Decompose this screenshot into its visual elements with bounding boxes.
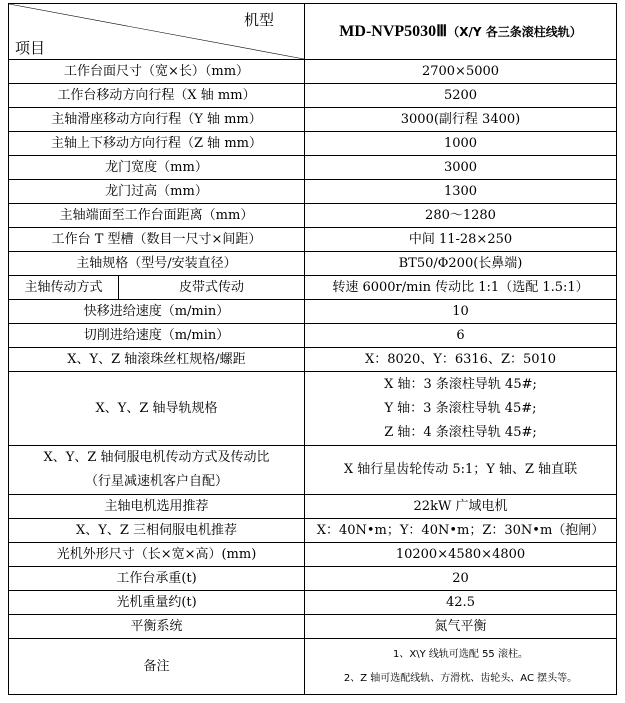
spec-label: 龙门宽度（mm） — [9, 156, 305, 180]
spec-value: BT50/Φ200(长鼻端) — [305, 252, 617, 276]
spec-label: 主轴端面至工作台面距离（mm） — [9, 204, 305, 228]
spec-value: 42.5 — [305, 591, 617, 615]
note-line: 2、Z 轴可选配线轨、方滑枕、齿轮头、AC 摆头等。 — [343, 672, 578, 684]
spec-row — [9, 543, 617, 567]
spec-row — [9, 591, 617, 615]
spec-value: 3000 — [305, 156, 617, 180]
spec-value: 转速 6000r/min 传动比 1:1（选配 1.5:1） — [305, 276, 617, 300]
spec-label: 快移进给速度（m/min） — [9, 300, 305, 324]
spec-row — [9, 84, 617, 108]
spec-value: 氮气平衡 — [305, 615, 617, 639]
spec-label: 主轴上下移动方向行程（Z 轴 mm） — [9, 132, 305, 156]
spec-row — [9, 300, 617, 324]
model-subtitle: （X/Y 各三条滚柱线轨） — [447, 24, 582, 39]
servo-label-line: （行星减速机客户自配） — [84, 474, 228, 489]
spec-row — [9, 180, 617, 204]
spec-value: 中间 11-28×250 — [305, 228, 617, 252]
spec-label: 光机外形尺寸（长×宽×高）(mm) — [9, 543, 305, 567]
spec-row-notes — [9, 639, 617, 695]
header-model-label: 机型 — [243, 11, 274, 29]
spec-value: 20 — [305, 567, 617, 591]
spec-label: 主轴规格（型号/安装直径） — [9, 252, 305, 276]
spec-value: 10200×4580×4800 — [305, 543, 617, 567]
spec-sublabel: 皮带式传动 — [119, 276, 305, 300]
header-diagonal-cell — [9, 4, 305, 60]
spec-table — [8, 3, 617, 695]
spec-row — [9, 348, 617, 372]
spec-label: 平衡系统 — [9, 615, 305, 639]
guide-line: X 轴：3 条滚柱导轨 45#; — [384, 376, 537, 392]
spec-row — [9, 567, 617, 591]
spec-row-guide — [9, 372, 617, 446]
spec-label: 工作台面尺寸（宽×长）（mm） — [9, 60, 305, 84]
spec-value: 10 — [305, 300, 617, 324]
spec-label: 龙门过高（mm） — [9, 180, 305, 204]
spec-label: 工作台承重(t) — [9, 567, 305, 591]
spec-value: 6 — [305, 324, 617, 348]
model-name: MD-NVP5030Ⅲ — [339, 22, 448, 40]
spec-label: 切削进给速度（m/min） — [9, 324, 305, 348]
spec-label: 备注 — [9, 639, 305, 695]
guide-line: Y 轴：3 条滚柱导轨 45#; — [384, 400, 537, 416]
spec-row — [9, 228, 617, 252]
spec-label: 工作台移动方向行程（X 轴 mm） — [9, 84, 305, 108]
spec-value: 22kW 广域电机 — [305, 495, 617, 519]
spec-row — [9, 132, 617, 156]
spec-value: X：40N•m；Y：40N•m；Z：30N•m（抱闸） — [305, 519, 617, 543]
spec-row — [9, 324, 617, 348]
spec-label: 主轴传动方式 — [9, 276, 119, 300]
spec-value — [305, 372, 617, 446]
spec-value: 5200 — [305, 84, 617, 108]
spec-row-servo — [9, 446, 617, 495]
spec-label — [9, 446, 305, 495]
spec-value: 1000 — [305, 132, 617, 156]
spec-value: 1300 — [305, 180, 617, 204]
spec-value — [305, 639, 617, 695]
spec-row — [9, 252, 617, 276]
header-item-label: 项目 — [15, 39, 46, 57]
spec-row — [9, 108, 617, 132]
spec-label: 工作台 T 型槽（数目一尺寸×间距） — [9, 228, 305, 252]
spec-row — [9, 519, 617, 543]
spec-label: 主轴电机选用推荐 — [9, 495, 305, 519]
spec-row — [9, 495, 617, 519]
spec-label: X、Y、Z 轴导轨规格 — [9, 372, 305, 446]
model-name-cell — [305, 4, 617, 60]
spec-value: X：8020、Y：6316、Z：5010 — [305, 348, 617, 372]
spec-value: X 轴行星齿轮传动 5:1；Y 轴、Z 轴直联 — [305, 446, 617, 495]
servo-label-line: X、Y、Z 轴伺服电机传动方式及传动比 — [43, 450, 270, 465]
spec-row — [9, 615, 617, 639]
spec-label: 主轴滑座移动方向行程（Y 轴 mm） — [9, 108, 305, 132]
note-line: 1、X\Y 线轨可选配 55 滚柱。 — [393, 648, 528, 660]
guide-line: Z 轴：4 条滚柱导轨 45#; — [384, 424, 537, 440]
header-row — [9, 4, 617, 60]
spec-row-spindle-drive — [9, 276, 617, 300]
spec-value: 2700×5000 — [305, 60, 617, 84]
spec-value: 3000(副行程 3400) — [305, 108, 617, 132]
spec-label: X、Y、Z 三相伺服电机推荐 — [9, 519, 305, 543]
spec-row — [9, 156, 617, 180]
spec-row — [9, 204, 617, 228]
spec-row — [9, 60, 617, 84]
spec-label: 光机重量约(t) — [9, 591, 305, 615]
spec-value: 280～1280 — [305, 204, 617, 228]
spec-label: X、Y、Z 轴滚珠丝杠规格/螺距 — [9, 348, 305, 372]
